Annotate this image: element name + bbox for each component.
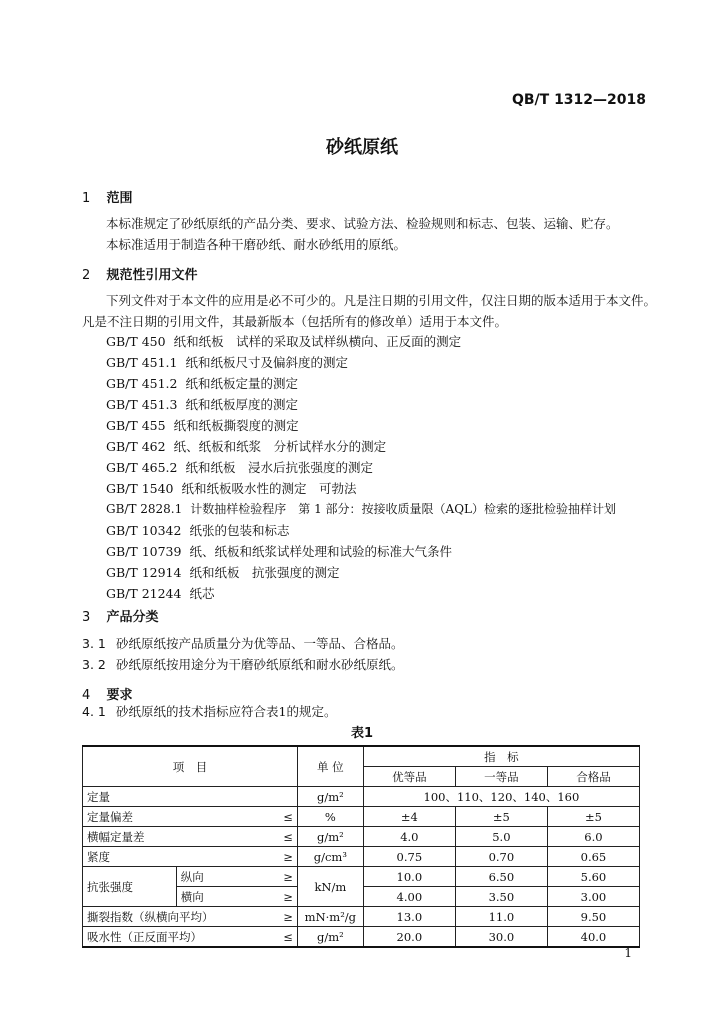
clause-3-1 [82, 634, 404, 652]
reference-item [106, 521, 289, 539]
reference-item [106, 563, 339, 581]
table-header-row [83, 746, 640, 767]
row-value-premium: 4.0 [363, 827, 455, 847]
row-value-premium: 20.0 [363, 927, 455, 948]
row-value-premium: 0.75 [363, 847, 455, 867]
reference-code: GB/T 10342 [106, 523, 182, 538]
reference-code: GB/T 462 [106, 439, 166, 454]
reference-item [106, 395, 298, 413]
row-unit: kN/m [297, 867, 363, 907]
reference-item [106, 500, 616, 517]
reference-code: GB/T 455 [106, 418, 166, 433]
row-item: 定量偏差 [83, 807, 272, 827]
header-grade-qualified: 合格品 [547, 767, 639, 787]
references-intro-line-1: 下列文件对于本文件的应用是必不可少的。凡是注日期的引用文件，仅注日期的版本适用于本文件。 [106, 293, 657, 308]
clause-number: 4. 1 [82, 704, 106, 719]
row-value-qualified: 6.0 [547, 827, 639, 847]
reference-item [106, 479, 357, 497]
row-unit: mN·m²/g [297, 907, 363, 927]
row-value-qualified: ±5 [547, 807, 639, 827]
row-value-qualified: 40.0 [547, 927, 639, 948]
row-value-first: 3.50 [455, 887, 547, 907]
reference-code: GB/T 12914 [106, 565, 182, 580]
row-unit: g/cm³ [297, 847, 363, 867]
reference-item [106, 458, 373, 476]
reference-title: 纸和纸板定量的测定 [185, 376, 298, 391]
clause-text: 砂纸原纸按产品质量分为优等品、一等品、合格品。 [116, 636, 404, 651]
section-title: 要求 [106, 688, 133, 703]
scope-paragraph-1: 本标准规定了砂纸原纸的产品分类、要求、试验方法、检验规则和标志、包装、运输、贮存。 [106, 216, 619, 231]
table-row [83, 807, 640, 827]
section-3-heading [82, 606, 159, 625]
row-unit: % [297, 807, 363, 827]
row-value-premium: 13.0 [363, 907, 455, 927]
reference-code: GB/T 21244 [106, 586, 182, 601]
clause-number: 3. 2 [82, 657, 106, 672]
reference-title: 纸芯 [189, 586, 215, 601]
reference-title: 纸和纸板吸水性的测定 可勃法 [181, 481, 357, 496]
row-item: 紧度 [83, 847, 272, 867]
row-subitem: 纵向 [176, 867, 271, 887]
row-relation: ≥ [271, 847, 297, 867]
section-number: 3 [82, 610, 91, 625]
row-value-first: ±5 [455, 807, 547, 827]
reference-title: 纸和纸板 抗张强度的测定 [189, 565, 340, 580]
section-1-heading [82, 187, 133, 206]
reference-item [106, 353, 348, 371]
row-subitem: 横向 [176, 887, 271, 907]
references-intro-line-2: 凡是不注日期的引用文件，其最新版本（包括所有的修改单）适用于本文件。 [82, 314, 508, 329]
header-grade-premium: 优等品 [363, 767, 455, 787]
row-value-qualified: 5.60 [547, 867, 639, 887]
section-2-heading [82, 264, 198, 283]
section-4-heading [82, 684, 133, 703]
row-unit: g/m² [297, 927, 363, 948]
section-number: 2 [82, 268, 91, 283]
clause-number: 3. 1 [82, 636, 106, 651]
section-number: 1 [82, 191, 91, 206]
section-number: 4 [82, 688, 91, 703]
header-unit: 单 位 [297, 746, 363, 787]
clause-3-2 [82, 655, 404, 673]
row-value-qualified: 3.00 [547, 887, 639, 907]
reference-code: GB/T 465.2 [106, 460, 178, 475]
section-title: 产品分类 [106, 610, 159, 625]
row-value-qualified: 9.50 [547, 907, 639, 927]
row-relation: ≥ [271, 907, 297, 927]
reference-title: 纸和纸板厚度的测定 [185, 397, 298, 412]
reference-title: 计数抽样检验程序 第 1 部分：按接收质量限（AQL）检索的逐批检验抽样计划 [190, 502, 617, 516]
reference-title: 纸和纸板 试样的采取及试样纵横向、正反面的测定 [173, 334, 462, 349]
reference-item [106, 437, 386, 455]
row-value-qualified: 0.65 [547, 847, 639, 867]
table-row [83, 847, 640, 867]
reference-item [106, 332, 461, 350]
standard-code: QB/T 1312—2018 [511, 92, 646, 108]
clause-text: 砂纸原纸的技术指标应符合表1的规定。 [116, 704, 337, 719]
row-relation: ≥ [271, 887, 297, 907]
reference-code: GB/T 450 [106, 334, 166, 349]
row-value-first: 30.0 [455, 927, 547, 948]
clause-4-1 [82, 702, 336, 720]
row-relation: ≤ [271, 927, 297, 948]
row-value-first: 6.50 [455, 867, 547, 887]
section-title: 范围 [106, 191, 133, 206]
table-row [83, 927, 640, 948]
row-value-first: 11.0 [455, 907, 547, 927]
row-item: 横幅定量差 [83, 827, 272, 847]
row-value-first: 5.0 [455, 827, 547, 847]
reference-title: 纸和纸板撕裂度的测定 [173, 418, 299, 433]
clause-text: 砂纸原纸按用途分为干磨砂纸原纸和耐水砂纸原纸。 [116, 657, 404, 672]
row-relation: ≥ [271, 867, 297, 887]
row-value-premium: 4.00 [363, 887, 455, 907]
scope-paragraph-2: 本标准适用于制造各种干磨砂纸、耐水砂纸用的原纸。 [106, 237, 407, 252]
reference-code: GB/T 2828.1 [106, 502, 183, 516]
document-title: 砂纸原纸 [326, 137, 398, 158]
reference-title: 纸和纸板 浸水后抗张强度的测定 [185, 460, 373, 475]
table-row [83, 827, 640, 847]
row-item: 抗张强度 [83, 867, 177, 907]
table-row [83, 787, 640, 807]
reference-title: 纸、纸板和纸浆试样处理和试验的标准大气条件 [189, 544, 452, 559]
row-unit: g/m² [297, 787, 363, 807]
reference-title: 纸和纸板尺寸及偏斜度的测定 [185, 355, 348, 370]
reference-title: 纸、纸板和纸浆 分析试样水分的测定 [173, 439, 387, 454]
reference-code: GB/T 451.2 [106, 376, 178, 391]
row-value-premium: ±4 [363, 807, 455, 827]
header-index: 指 标 [363, 746, 639, 767]
row-item: 定量 [83, 787, 298, 807]
reference-item [106, 542, 452, 560]
table-row [83, 867, 640, 887]
header-grade-first: 一等品 [455, 767, 547, 787]
row-value-merged: 100、110、120、140、160 [363, 787, 639, 807]
section-title: 规范性引用文件 [106, 268, 198, 283]
row-value-premium: 10.0 [363, 867, 455, 887]
reference-item [106, 374, 298, 392]
row-relation: ≤ [271, 827, 297, 847]
reference-item [106, 416, 299, 434]
reference-item [106, 584, 214, 602]
row-relation: ≤ [271, 807, 297, 827]
row-value-first: 0.70 [455, 847, 547, 867]
spec-table [82, 745, 640, 948]
reference-code: GB/T 10739 [106, 544, 182, 559]
reference-title: 纸张的包装和标志 [189, 523, 290, 538]
table-row [83, 907, 640, 927]
page-number: 1 [624, 946, 632, 960]
reference-code: GB/T 1540 [106, 481, 174, 496]
row-item: 吸水性（正反面平均） [83, 927, 272, 948]
row-unit: g/m² [297, 827, 363, 847]
row-item: 撕裂指数（纵横向平均） [83, 907, 272, 927]
reference-code: GB/T 451.1 [106, 355, 178, 370]
table-caption: 表1 [350, 726, 374, 741]
reference-code: GB/T 451.3 [106, 397, 178, 412]
header-item: 项 目 [83, 746, 298, 787]
